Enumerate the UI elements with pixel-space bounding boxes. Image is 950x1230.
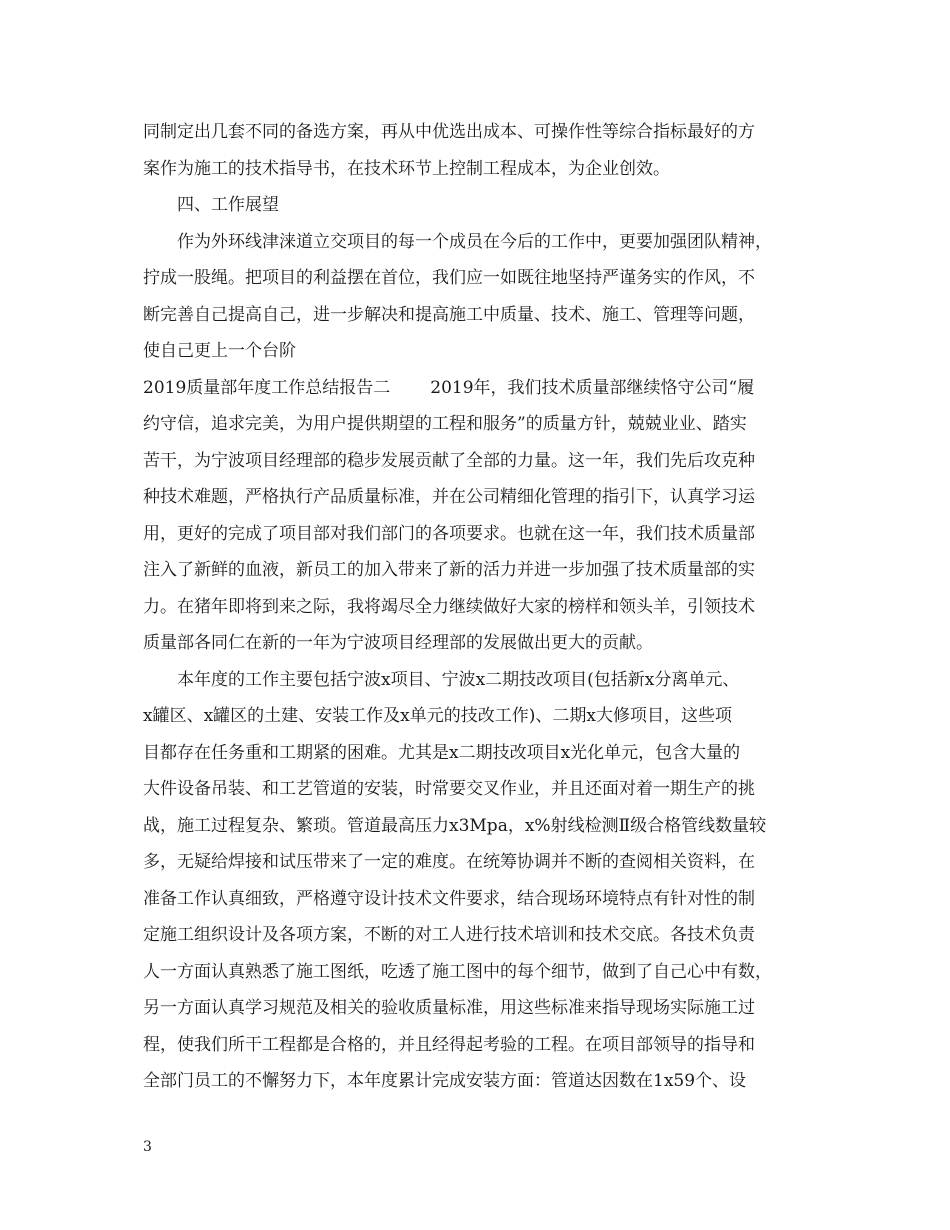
body-line: 定施工组织设计及各项方案，不断的对工人进行技术培训和技术交底。各技术负责 [143,925,755,945]
body-line: 战，施工过程复杂、繁琐。管道最高压力x3Mpa，x%射线检测Ⅱ级合格管线数量较 [143,815,767,836]
body-line: 大件设备吊装、和工艺管道的安装，时常要交叉作业，并且还面对着一期生产的挑 [143,779,755,799]
body-line: 同制定出几套不同的备选方案，再从中优选出成本、可操作性等综合指标最好的方 [143,122,755,142]
body-line: 本年度的工作主要包括宁波x项目、宁波x二期技改项目(包括新x分离单元、 [177,669,740,690]
body-line: 另一方面认真学习规范及相关的验收质量标准，用这些标准来指导现场实际施工过 [143,998,755,1018]
body-line: 拧成一股绳。把项目的利益摆在首位，我们应一如既往地坚持严谨务实的作风，不 [143,268,755,288]
body-line: 目都存在任务重和工期紧的困难。尤其是x二期技改项目x光化单元，包含大量的 [143,742,741,763]
body-line: 力。在猪年即将到来之际，我将竭尽全力继续做好大家的榜样和领头羊，引领技术 [143,596,755,617]
section-heading: 四、工作展望 [177,195,279,215]
body-line: 约守信，追求完美，为用户提供期望的工程和服务”的质量方针，兢兢业业、踏实 [143,414,747,434]
body-line-inline: 2019年，我们技术质量部继续恪守公司“履 [430,377,755,398]
body-line: 作为外环线津涞道立交项目的每一个成员在今后的工作中，更要加强团队精神， [177,231,772,252]
body-line: 案作为施工的技术指导书，在技术环节上控制工程成本，为企业创效。 [143,158,670,179]
body-line: 用，更好的完成了项目部对我们部门的各项要求。也就在这一年，我们技术质量部 [143,523,755,544]
report-title-line [143,370,813,407]
body-line: x罐区、x罐区的土建、安装工作及x单元的技改工作)、二期x大修项目，这些项 [143,706,732,726]
body-line: 准备工作认真细致，严格遵守设计技术文件要求，结合现场环境特点有针对性的制 [143,888,755,909]
document-body [143,114,813,1100]
body-line: 人一方面认真熟悉了施工图纸，吃透了施工图中的每个细节，做到了自己心中有数， [143,961,772,982]
body-line: 断完善自己提高自己，进一步解决和提高施工中质量、技术、施工、管理等问题， [143,304,755,325]
body-line: 注入了新鲜的血液，新员工的加入带来了新的活力并进一步加强了技术质量部的实 [143,560,755,580]
body-line: 使自己更上一个台阶 [143,341,296,361]
body-line: 多，无疑给焊接和试压带来了一定的难度。在统筹协调并不断的查阅相关资料，在 [143,852,755,872]
body-line: 质量部各同仁在新的一年为宁波项目经理部的发展做出更大的贡献。 [143,633,653,653]
page-number: 3 [143,1139,152,1155]
body-line: 全部门员工的不懈努力下，本年度累计完成安装方面：管道达因数在1x59个、设 [143,1071,747,1091]
body-line: 种技术难题，严格执行产品质量标准，并在公司精细化管理的指引下，认真学习运 [143,487,755,507]
report-title: 2019质量部年度工作总结报告二 [143,377,391,398]
body-line: 苦干，为宁波项目经理部的稳步发展贡献了全部的力量。这一年，我们先后攻克种 [143,450,755,471]
body-line: 程，使我们所干工程都是合格的，并且经得起考验的工程。在项目部领导的指导和 [143,1034,755,1055]
